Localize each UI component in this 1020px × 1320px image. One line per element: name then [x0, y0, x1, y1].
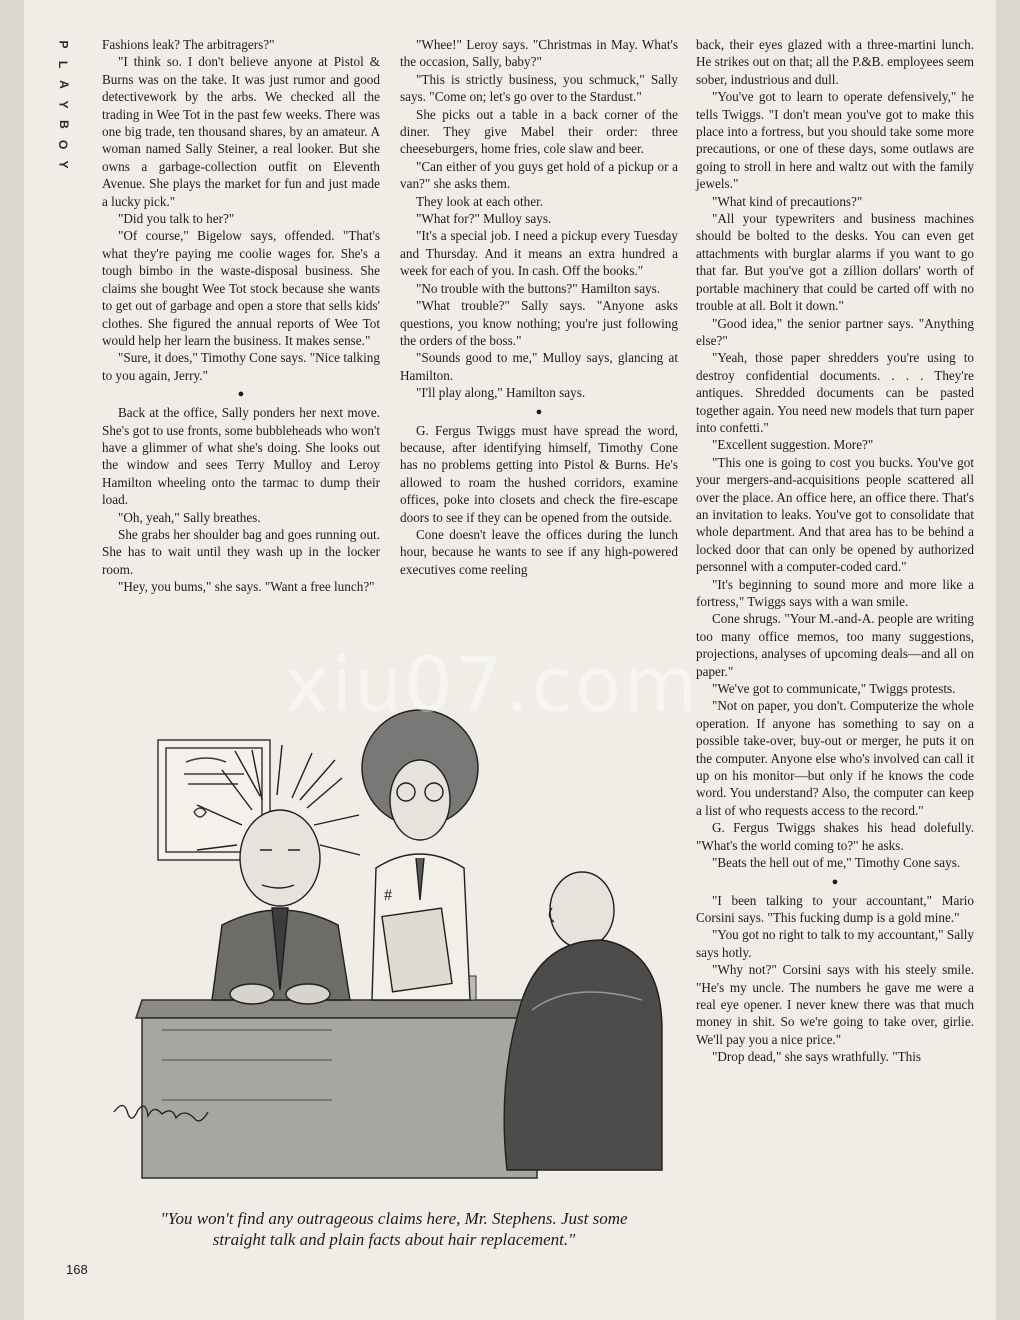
article-paragraph: They look at each other. — [416, 193, 544, 209]
column1-part1 — [102, 36, 380, 384]
column2-part2 — [400, 422, 678, 579]
column1-part2 — [102, 404, 380, 595]
article-paragraph: "You've got to learn to operate defensively," he tells Twiggs. "I don't mean you've got to make this place into a fortress, but you should take some more precautions, or one of these days, some outlaws are going to stroll in here and waltz out with the family jewels." — [696, 89, 974, 192]
column2-part1 — [400, 36, 678, 402]
article-paragraph: Cone doesn't leave the offices during the lunch hour, because he wants to see if any high-powered executives come reeling — [400, 526, 678, 577]
clipboard-mark: # — [384, 887, 392, 904]
article-paragraph: "Did you talk to her?" — [118, 211, 235, 227]
column3-part2 — [696, 892, 974, 1066]
article-paragraph: "Drop dead," she says wrathfully. "This — [712, 1049, 922, 1065]
masthead-letter: Y — [56, 160, 71, 169]
article-paragraph: "Yeah, those paper shredders you're using to destroy confidential documents. . . . They're antiques. Shredded documents can be pasted together again. You need new models that turn paper into confetti." — [696, 350, 974, 435]
column3-part1 — [696, 36, 974, 872]
article-paragraph: She grabs her shoulder bag and goes running out. She has to wait until they wash up in the locker room. — [102, 526, 380, 577]
article-paragraph: G. Fergus Twiggs shakes his head dolefully. "What's the world coming to?" he asks. — [696, 820, 974, 853]
section-break-dot: ● — [237, 388, 245, 401]
article-paragraph: G. Fergus Twiggs must have spread the word, because, after identifying himself, Timothy Cone has no problems getting into Pistol & Burns. He's allowed to roam the hushed corridors, examine offices, poke into closets and check the fire-escape doors to see if they can be opened from the outside. — [400, 422, 678, 525]
article-paragraph: "Hey, you bums," she says. "Want a free lunch?" — [118, 579, 375, 595]
article-paragraph: Fashions leak? The arbitragers?" — [102, 37, 275, 52]
article-paragraph: "Not on paper, you don't. Computerize the whole operation. If anyone has something to say on a possible take-over, buy-out or merger, he puts it on the computer. Anyone else who's involved can call it up on his monitor—but only if he knows the code word. You understand? Also, the computer can keep a list of who requests access to the record." — [696, 698, 974, 818]
masthead-letter: B — [56, 120, 71, 129]
article-paragraph: "Why not?" Corsini says with his steely smile. "He's my uncle. The numbers he gave me were a real eye opener. I never knew there was that much money in shit. So we're going to take over, girlie. We'll pay you a nice price." — [696, 962, 974, 1047]
text-column-1 — [102, 36, 380, 596]
section-break-dot: ● — [831, 875, 839, 888]
client-in-chair — [504, 872, 662, 1170]
page-number: 168 — [66, 1262, 88, 1277]
article-paragraph: "Excellent suggestion. More?" — [712, 437, 874, 453]
masthead-letter: Y — [56, 100, 71, 109]
article-paragraph: "It's beginning to sound more and more like a fortress," Twiggs says with a wan smile. — [696, 576, 974, 609]
section-break-dot: ● — [535, 405, 543, 418]
article-paragraph: "Whee!" Leroy says. "Christmas in May. What's the occasion, Sally, baby?" — [400, 37, 678, 70]
article-paragraph: "No trouble with the buttons?" Hamilton says. — [416, 280, 661, 296]
article-paragraph: "We've got to communicate," Twiggs protests. — [712, 681, 956, 697]
article-paragraph: "Oh, yeah," Sally breathes. — [118, 509, 261, 525]
article-paragraph: Back at the office, Sally ponders her next move. She's got to use fronts, some bubbleheads who won't have a glimmer of what she's doing. She looks out the window and sees Terry Mulloy and Leroy Hamilton wheeling onto the tarmac to dump their load. — [102, 405, 380, 508]
magazine-page — [24, 0, 996, 1320]
article-paragraph: "I been talking to your accountant," Mario Corsini says. "This fucking dump is a gold mine." — [696, 892, 974, 925]
article-paragraph: "What kind of precautions?" — [712, 193, 863, 209]
watermark: xiu07.com — [284, 640, 700, 729]
masthead-letter: L — [56, 60, 71, 69]
masthead-letter: A — [56, 80, 71, 89]
article-paragraph: "Can either of you guys get hold of a pickup or a van?" she asks them. — [400, 158, 678, 192]
cartoon-illustration — [102, 700, 682, 1200]
article-paragraph: Cone shrugs. "Your M.-and-A. people are writing too many office memos, too many suggestions, projections, analyses of upcoming deals—and all on paper." — [696, 611, 974, 679]
doctor — [362, 710, 478, 1000]
article-paragraph: "What for?" Mulloy says. — [416, 211, 552, 227]
article-paragraph: "You got no right to talk to my accountant," Sally says hotly. — [696, 927, 974, 960]
desk — [136, 1000, 542, 1178]
article-paragraph: She picks out a table in a back corner of the diner. They give Mabel their order: three cheeseburgers, home fries, cole slaw and beer. — [400, 106, 678, 157]
article-paragraph: "What trouble?" Sally says. "Anyone asks questions, you know nothing; you're just following the orders of the boss." — [400, 298, 678, 348]
article-paragraph: "This is strictly business, you schmuck," Sally says. "Come on; let's go over to the Stardust." — [400, 71, 678, 105]
article-paragraph: "Sure, it does," Timothy Cone says. "Nice talking to you again, Jerry." — [102, 350, 380, 383]
cartoon-caption: "You won't find any outrageous claims here, Mr. Stephens. Just some straight talk and plain facts about hair replacement." — [160, 1209, 628, 1249]
article-paragraph: "I'll play along," Hamilton says. — [416, 385, 586, 401]
masthead-letter: P — [56, 40, 71, 49]
article-paragraph: "I think so. I don't believe anyone at Pistol & Burns was on the take. It was just rumor and good detectivework by the arbs. We checked all the trading in Wee Tot in the past few weeks. There was one big trade, ten thousand shares, by an amateur. A woman named Sally Steiner, a real looker. But she owns a garbage-collection outfit on Eleventh Avenue. She plays the market for fun and just made a lucky pick." — [102, 54, 380, 209]
article-paragraph: back, their eyes glazed with a three-martini lunch. He strikes out on that; all the P.&B. employees seem sober, industrious and dull. — [696, 37, 974, 87]
article-paragraph: "Sounds good to me," Mulloy says, glancing at Hamilton. — [400, 350, 678, 383]
article-paragraph: "This one is going to cost you bucks. You've got your mergers-and-acquisitions people scattered all over the place. An office here, an office there. That's an invitation to leaks. You've got to consolidate that whole department. And that area has to be behind a locked door that can only be opened by authorized personnel with a computer-coded card." — [696, 454, 974, 575]
article-paragraph: "Good idea," the senior partner says. "Anything else?" — [696, 315, 974, 348]
article-paragraph: "All your typewriters and business machines should be bolted to the desks. You can even get attachments with burglar alarms if you want to go that far. But you've got a zillion dollars' worth of portable machinery that could be carted off with no trouble at all. Bolt it down." — [696, 211, 974, 314]
text-column-2 — [400, 36, 678, 578]
text-column-3 — [696, 36, 974, 1066]
playboy-masthead — [54, 36, 72, 173]
masthead-letter: O — [56, 139, 71, 150]
article-paragraph: "It's a special job. I need a pickup every Tuesday and Thursday. And it means an extra hundred a week for each of you. In cash. Off the books." — [400, 228, 678, 279]
article-paragraph: "Of course," Bigelow says, offended. "That's what they're paying me coolie wages for. She's a tough bimbo in the waste-disposal business. She claims she bought Wee Tot stock because she wants to get out of garbage and open a store that sells kids' clothes. She figured the annual reports of Wee Tot would help her learn the business. It makes sense." — [102, 228, 380, 348]
article-paragraph: "Beats the hell out of me," Timothy Cone says. — [712, 855, 961, 871]
